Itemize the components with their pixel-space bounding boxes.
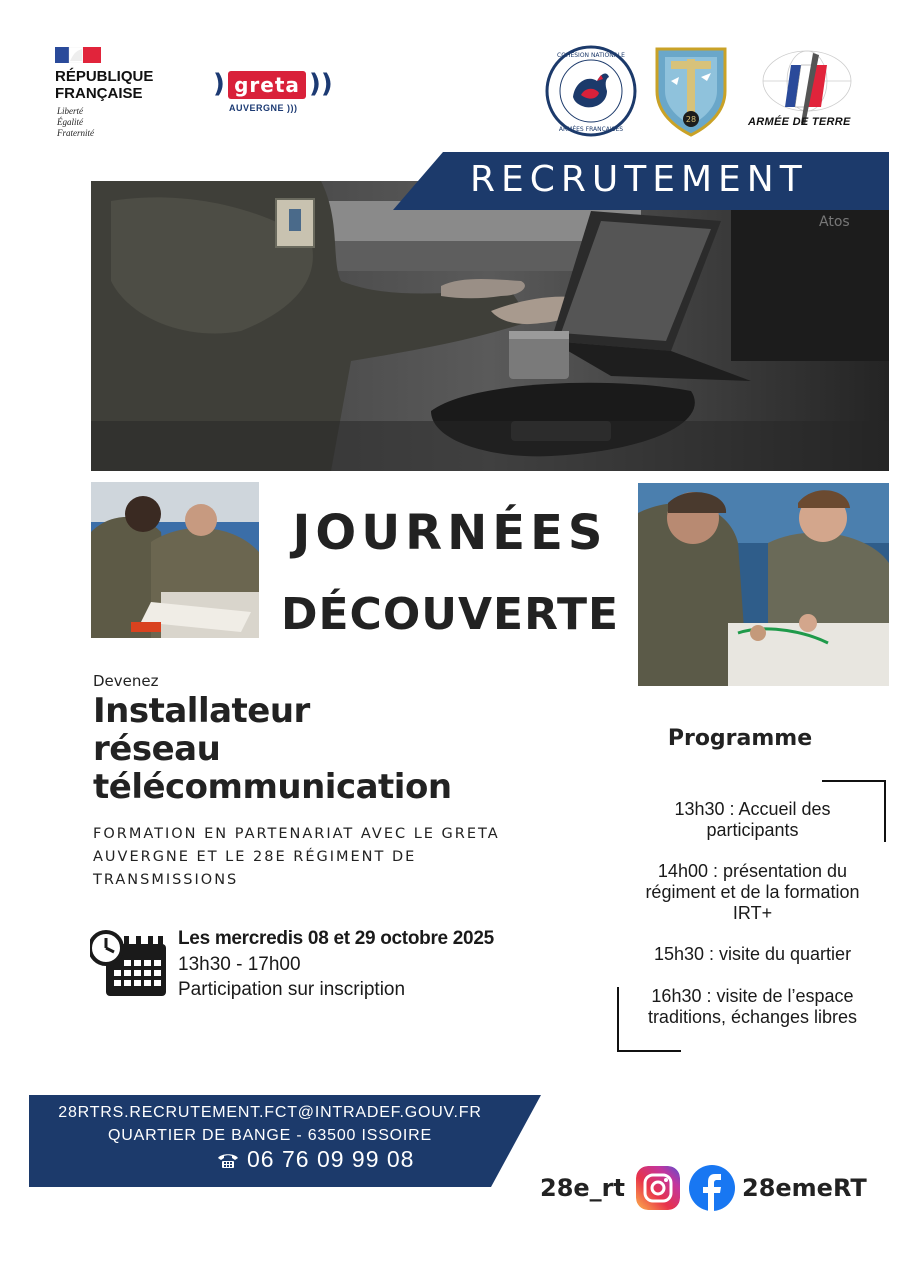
- programme-frame-right: [884, 780, 886, 842]
- hero-photo-soldier-computer: [91, 181, 889, 471]
- cohesion-nationale-logo: [545, 45, 637, 137]
- hero-screen-brand: Atos: [819, 214, 850, 230]
- programme-item: 13h30 : Accueil des participants: [674, 799, 831, 840]
- dates-registration-note: Participation sur inscription: [178, 979, 406, 1000]
- contact-phone[interactable]: 06 76 09 99 08: [247, 1146, 415, 1172]
- photo-soldiers-working: [91, 482, 259, 638]
- phone-icon: [217, 1153, 239, 1169]
- programme-title: Programme: [667, 726, 813, 751]
- programme-item: 14h00 : présentation du régiment et de la formation IRT+: [645, 861, 860, 923]
- svg-text:ARMÉES FRANÇAISES: ARMÉES FRANÇAISES: [558, 126, 624, 133]
- marianne-flag-logo: [55, 47, 101, 63]
- calendar-clock-icon: [90, 930, 170, 1000]
- programme-frame-left: [617, 987, 619, 1051]
- facebook-icon[interactable]: [689, 1165, 735, 1211]
- 28rt-regiment-shield-logo: [655, 47, 727, 137]
- shield-number: 28: [685, 115, 697, 124]
- programme-item: 16h30 : visite de l’espace traditions, échanges libres: [647, 986, 858, 1027]
- republique-francaise-title: RÉPUBLIQUE FRANÇAISE: [55, 68, 154, 102]
- decouverte-title: DÉCOUVERTE: [280, 589, 620, 640]
- dates-title: Les mercredis 08 et 29 octobre 2025: [178, 928, 494, 949]
- devenez-label: Devenez: [93, 672, 159, 690]
- recrutement-title: RECRUTEMENT: [470, 159, 808, 200]
- greta-right-parens: )): [309, 69, 333, 99]
- contact-email[interactable]: 28RTRS.RECRUTEMENT.FCT@INTRADEF.GOUV.FR: [58, 1104, 482, 1121]
- programme-item: 15h30 : visite du quartier: [653, 944, 852, 964]
- job-title: Installateur réseau télécommunication: [93, 691, 452, 807]
- facebook-handle[interactable]: 28emeRT: [742, 1174, 867, 1202]
- instagram-handle[interactable]: 28e_rt: [540, 1174, 625, 1202]
- dates-hours: 13h30 - 17h00: [178, 954, 301, 975]
- programme-frame-top: [822, 780, 886, 782]
- formation-partnership-text: FORMATION EN PARTENARIAT AVEC LE GRETA AUVERGNE ET LE 28E RÉGIMENT DE TRANSMISSIONS: [93, 826, 500, 888]
- armee-de-terre-text: ARMÉE DE TERRE: [748, 116, 851, 128]
- greta-logo: greta: [228, 71, 306, 99]
- programme-frame-bottom: [617, 1050, 681, 1052]
- greta-region: AUVERGNE ))): [229, 103, 298, 113]
- journees-title: JOURNÉES: [292, 505, 608, 561]
- photo-soldiers-wiring: [638, 483, 889, 686]
- contact-address: QUARTIER DE BANGE - 63500 ISSOIRE: [108, 1127, 432, 1144]
- svg-text:COHÉSION NATIONALE: COHÉSION NATIONALE: [557, 52, 625, 59]
- republique-motto: Liberté Égalité Fraternité: [57, 106, 94, 138]
- greta-left-paren: ): [213, 69, 225, 99]
- instagram-icon[interactable]: [636, 1166, 680, 1210]
